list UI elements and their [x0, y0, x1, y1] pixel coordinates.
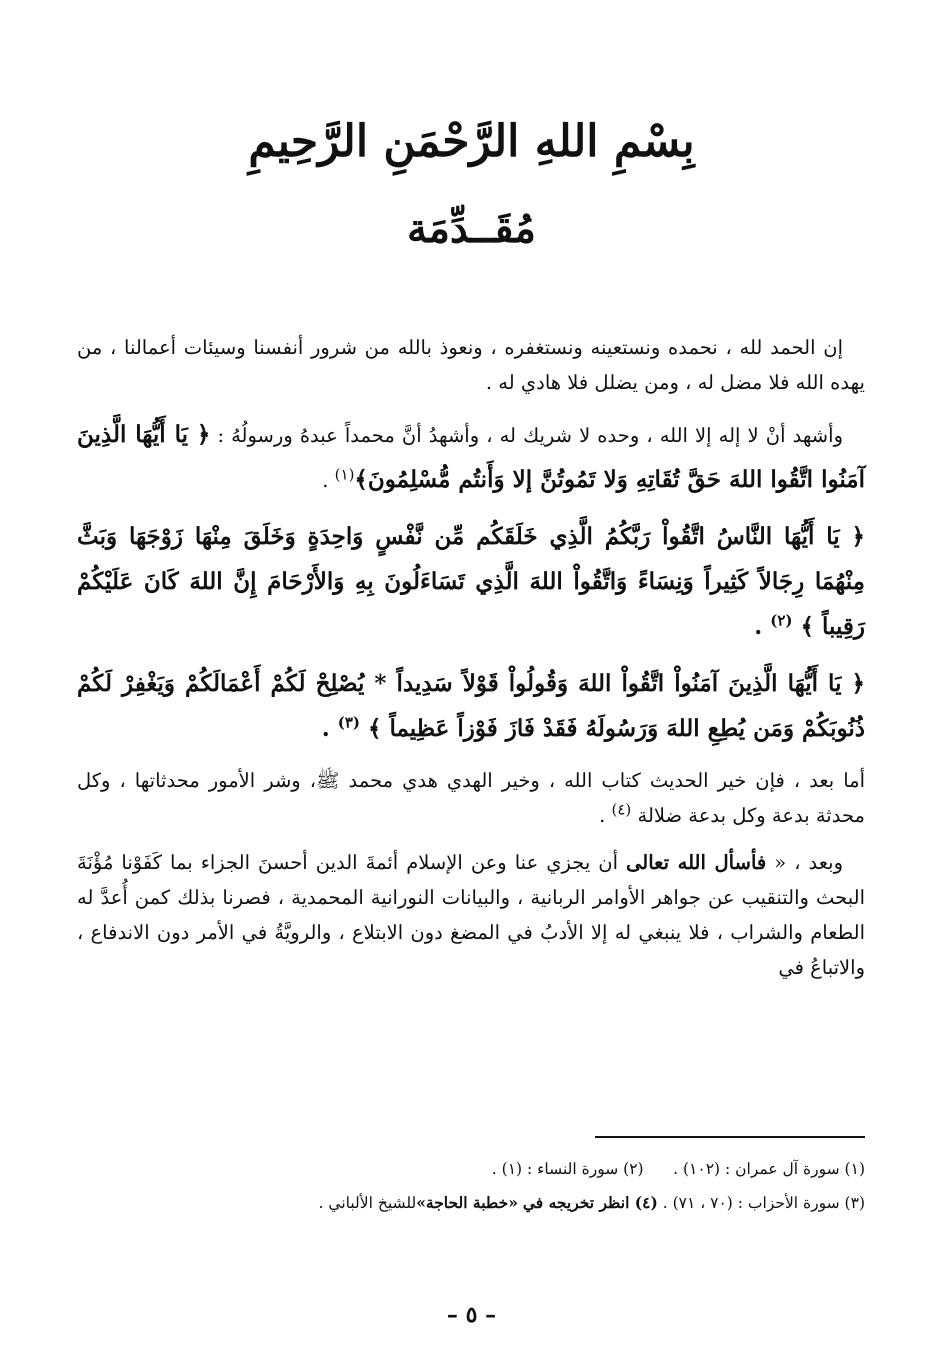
paragraph-opening: إن الحمد لله ، نحمده ونستعينه ونستغفره ، ونعوذ بالله من شرور أنفسنا وسيئات أعمالنا ، من يهده الله فلا مضل له ، ومن يضلل فلا هادي له .: [77, 336, 865, 394]
footnotes: [77, 1152, 865, 1220]
sentence-end-3: .: [321, 715, 338, 742]
page-number: – ٥ –: [446, 1302, 497, 1328]
closing-intro: وبعد ، «: [766, 851, 844, 874]
quran-verse-2: ﴿ يَا أَيُّهَا النَّاسُ اتَّقُواْ رَبَّكُمُ الَّذِي خَلَقَكُم مِّن نَّفْسٍ وَاحِدَةٍ وَخَلَقَ مِنْهَا زَوْجَهَا وَبَثَّ مِنْهُمَا رِجَالاً كَثِيراً وَنِسَاءً وَاتَّقُواْ اللهَ الَّذِي تَسَاءَلُونَ بِهِ وَالأَرْحَامَ إِنَّ اللهَ كَانَ عَلَيْكُمْ رَقِيباً ﴾: [77, 523, 865, 640]
footnote-4-title: «خطبة الحاجة»: [416, 1193, 518, 1212]
paragraph-verse-2: [77, 514, 865, 649]
paragraph-shahada: [77, 412, 865, 502]
quran-verse-3: ﴿ يَا أَيُّهَا الَّذِينَ آمَنُواْ اتَّقُواْ اللهَ وَقُولُواْ قَوْلاً سَدِيداً * يُصْلِحْ لَكُمْ أَعْمَالَكُمْ وَيَغْفِرْ لَكُمْ ذُنُوبَكُمْ وَمَن يُطِعِ اللهَ وَرَسُولَهُ فَقَدْ فَازَ فَوْزاً عَظِيماً ﴾: [77, 670, 865, 742]
footnote-ref-2: (٢): [770, 611, 793, 630]
footnote-3: (٣) سورة الأحزاب : (٧٠ ، ٧١) .: [662, 1194, 865, 1212]
sentence-end-1: .: [322, 469, 335, 492]
closing-bold: فأسأل الله تعالى: [626, 851, 767, 874]
footnote-line-1: [77, 1152, 865, 1186]
footnote-1: (١) سورة آل عمران : (١٠٢) .: [673, 1160, 865, 1178]
footnote-2: (٢) سورة النساء : (١) .: [491, 1160, 644, 1178]
footnote-4-suffix: للشيخ الألباني .: [318, 1194, 417, 1212]
footnote-4-prefix: (٤) انظر تخريجه في: [522, 1193, 658, 1212]
paragraph-amma-bad: [77, 763, 865, 833]
amma-bad-text: أما بعد ، فإن خير الحديث كتاب الله ، وخير الهدي هدي محمد ﷺ، وشر الأمور محدثاتها ، وكل محدثة بدعة وكل بدعة ضلالة: [77, 769, 865, 827]
shahada-text: وأشهد أنْ لا إله إلا الله ، وحده لا شريك له ، وأشهدُ أنَّ محمداً عبدهُ ورسولُهُ :: [217, 424, 843, 447]
footnote-ref-1: (١): [334, 465, 355, 484]
main-text: [77, 330, 865, 997]
sentence-end-4: .: [599, 804, 612, 827]
footnote-ref-4: (٤): [611, 800, 632, 819]
quran-verse-1: ﴿ يَا أَيُّهَا الَّذِينَ آمَنُوا اتَّقُوا اللهَ حَقَّ تُقَاتِهِ وَلا تَمُوتُنَّ إلا وَأَنتُم مُّسْلِمُونَ﴾: [77, 421, 865, 493]
sentence-end-2: .: [754, 613, 771, 640]
footnote-ref-3: (٣): [337, 713, 360, 732]
page-title: مُقَــدِّمَة: [407, 205, 536, 252]
closing-rest: أن يجزي عنا وعن الإسلام أئمةَ الدين أحسنَ الجزاء بما كَفَوْنا مُؤْنَةَ البحث والتنقيب عن جواهر الأوامر الربانية ، والبيانات النورانية المحمدية ، فصرنا بذلك كمن أُعدَّ له الطعام والشراب ، فلا ينبغي له إلا الأدبُ في المضغ دون الابتلاع ، والرويَّةُ في الأمر دون الاندفاع ، والاتباعُ في: [77, 851, 865, 979]
footnote-divider: [595, 1136, 865, 1138]
basmala-heading: بِسْمِ اللهِ الرَّحْمَنِ الرَّحِيمِ: [248, 116, 695, 167]
paragraph-closing: [77, 845, 865, 985]
paragraph-verse-3: [77, 661, 865, 751]
footnote-line-2: [77, 1186, 865, 1220]
